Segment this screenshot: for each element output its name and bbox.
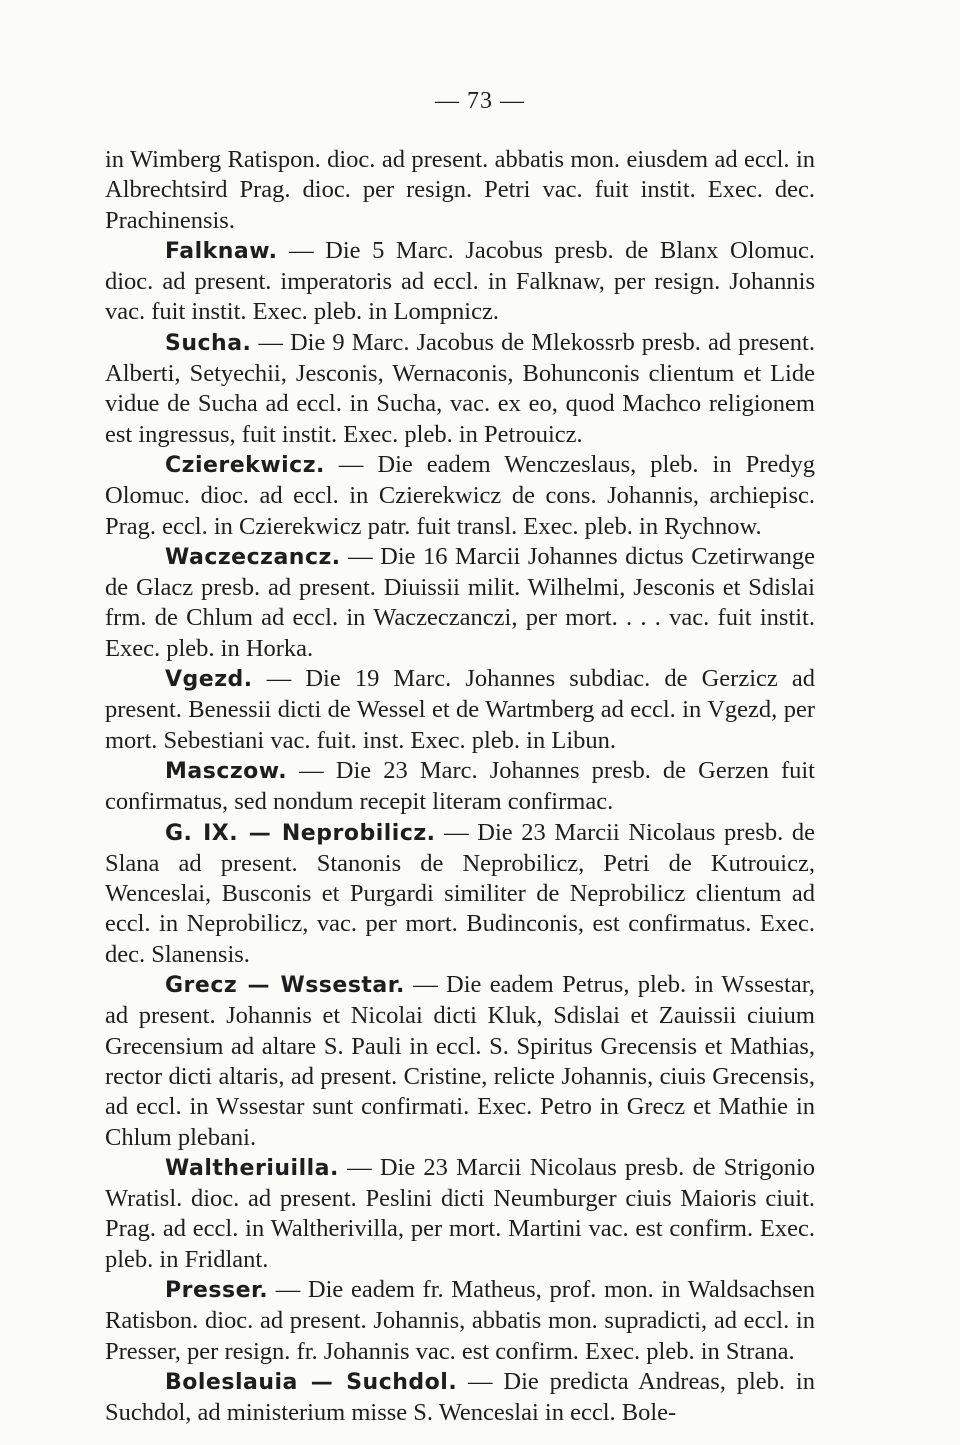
entry-text: — Die 19 Marc. Johannes subdiac. de Gerzicz ad present. Benessii dicti de Wessel et de Wartmberg ad eccl. in Vgezd, per mort. Sebestiani vac. fuit. inst. Exec. pleb. in Libun. xyxy=(105,665,815,754)
entry-text: — Die eadem Petrus, pleb. in Wssestar, ad present. Johannis et Nicolai dicti Kluk, Sdislai et Zauissii ciuium Grecensium ad altare S. Pauli in eccl. S. Spiritus Grecensis et Mathias, rector dicti altaris, ad present. Cristine, relicte Johannis, ciuis Grecensis, ad eccl. in Wssestar sunt confirmati. Exec. Petro in Grecz et Mathie in Chlum plebani. xyxy=(105,971,815,1151)
entry-heading: Presser. xyxy=(165,1277,269,1303)
entry-text: in Wimberg Ratispon. dioc. ad present. abbatis mon. eiusdem ad eccl. in Albrechtsird Prag. dioc. per resign. Petri vac. fuit instit. Exec. dec. Prachinensis. xyxy=(105,146,815,234)
entry-heading: Masczow. xyxy=(165,758,288,784)
entry-heading: Falknaw. xyxy=(165,238,278,264)
entry-paragraph xyxy=(105,1367,815,1429)
entry-paragraph xyxy=(105,145,815,236)
entry-text: — Die 23 Marc. Johannes presb. de Gerzen fuit confirmatus, sed nondum recepit literam confirmac. xyxy=(105,756,815,816)
entry-text: — Die 5 Marc. Jacobus presb. de Blanx Olomuc. dioc. ad present. imperatoris ad eccl. in Falknaw, per resign. Johannis vac. fuit instit. Exec. pleb. in Lompnicz. xyxy=(105,236,815,326)
entry-paragraph xyxy=(105,1153,815,1275)
entry-paragraph xyxy=(105,236,815,328)
text-body xyxy=(105,145,815,1428)
entry-heading: G. IX. — Neprobilicz. xyxy=(165,820,436,846)
entry-heading: Sucha. xyxy=(165,330,252,356)
entry-paragraph xyxy=(105,818,815,970)
entry-text: — Die predicta Andreas, pleb. in Suchdol, ad ministerium misse S. Wenceslai in eccl. Bole- xyxy=(105,1367,815,1427)
entry-paragraph xyxy=(105,664,815,756)
entry-paragraph xyxy=(105,1275,815,1367)
entry-text: — Die eadem Wenczeslaus, pleb. in Predyg Olomuc. dioc. ad eccl. in Czierekwicz de cons. Johannis, archiepisc. Prag. eccl. in Czierekwicz patr. fuit transl. Exec. pleb. in Rychnow. xyxy=(105,450,815,540)
entry-text: — Die 23 Marcii Nicolaus presb. de Slana ad present. Stanonis de Neprobilicz, Petri de Kutrouicz, Wenceslai, Busconis et Purgardi similiter de Neprobilicz clientum ad eccl. in Neprobilicz, vac. per mort. Budinconis, est confirmatus. Exec. dec. Slanensis. xyxy=(105,818,815,968)
entry-heading: Grecz — Wssestar. xyxy=(165,973,405,999)
entry-text: — Die eadem fr. Matheus, prof. mon. in Waldsachsen Ratisbon. dioc. ad present. Johannis, abbatis mon. supradicti, ad eccl. in Presser, per resign. fr. Johannis vac. est confirm. Exec. pleb. in Strana. xyxy=(105,1275,815,1365)
entry-paragraph xyxy=(105,542,815,664)
entry-text: — Die 9 Marc. Jacobus de Mlekossrb presb. ad present. Alberti, Setyechii, Jesconis, Wernaconis, Bohunconis clientum et Lide vidue de Sucha ad eccl. in Sucha, vac. ex eo, quod Machco religionem est ingressus, fuit instit. Exec. pleb. in Petrouicz. xyxy=(105,328,815,448)
page-number: — 73 — xyxy=(435,88,525,114)
entry-paragraph xyxy=(105,328,815,450)
entry-paragraph xyxy=(105,970,815,1153)
entry-paragraph xyxy=(105,756,815,818)
entry-heading: Boleslauia — Suchdol. xyxy=(165,1369,458,1395)
entry-heading: Waczeczancz. xyxy=(165,544,341,570)
entry-text: — Die 23 Marcii Nicolaus presb. de Strigonio Wratisl. dioc. ad present. Peslini dicti Neumburger ciuis Maioris ciuit. Prag. ad eccl. in Waltherivilla, per mort. Martini vac. est confirm. Exec. pleb. in Fridlant. xyxy=(105,1153,815,1273)
entry-heading: Czierekwicz. xyxy=(165,452,325,478)
entry-heading: Vgezd. xyxy=(165,667,253,693)
entry-paragraph xyxy=(105,450,815,542)
entry-heading: Waltheriuilla. xyxy=(165,1155,339,1181)
entry-text: — Die 16 Marcii Johannes dictus Czetirwange de Glacz presb. ad present. Diuissii milit. Wilhelmi, Jesconis et Sdislai frm. de Chlum ad eccl. in Waczeczanczi, per mort. . . . vac. fuit instit. Exec. pleb. in Horka. xyxy=(105,542,815,662)
